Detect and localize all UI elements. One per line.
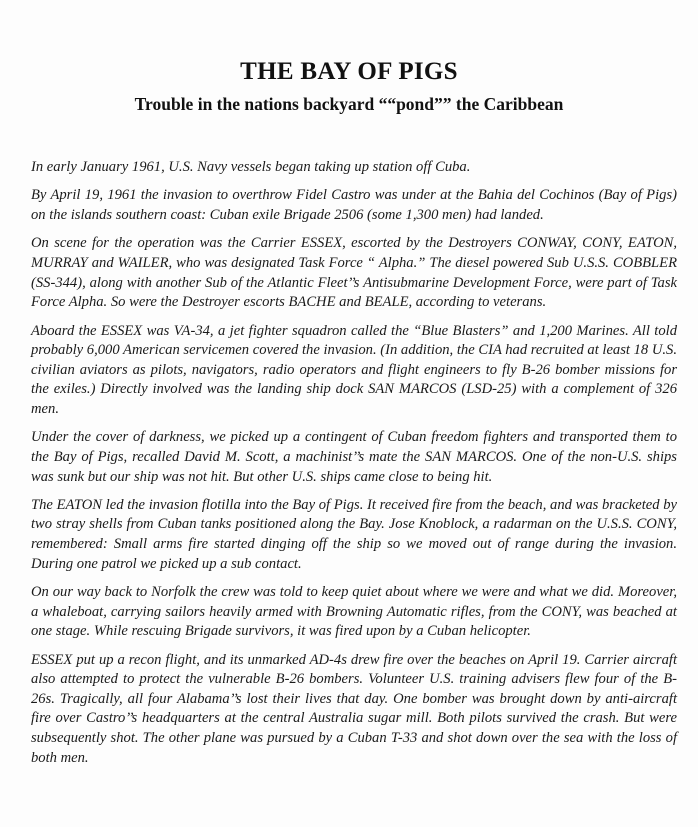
paragraph-5: Under the cover of darkness, we picked up a contingent of Cuban freedom fighters and transported them to the Bay of Pigs, recalled David M. Scott, a machinist’’s mate the SAN MARCOS. One of the non-U.S. ships was sunk but our ship was not hit. But other U.S. ships came close to being hit. xyxy=(31,429,677,485)
page-title: THE BAY OF PIGS xyxy=(240,58,458,85)
paragraph-2: By April 19, 1961 the invasion to overthrow Fidel Castro was under at the Bahia del Cochinos (Bay of Pigs) on the islands southern coast: Cuban exile Brigade 2506 (some 1,300 men) had landed. xyxy=(31,187,677,223)
paragraph-1: In early January 1961, U.S. Navy vessels began taking up station off Cuba. xyxy=(31,159,471,175)
article-body xyxy=(31,158,677,777)
paragraph-3: On scene for the operation was the Carrier ESSEX, escorted by the Destroyers CONWAY, CONY, EATON, MURRAY and WAILER, who was designated Task Force “ Alpha.” The diesel powered Sub U.S.S. COBBLER (SS-344), along with another Sub of the Atlantic Fleet’’s Antisubmarine Development Force, were part of Task Force Alpha. So were the Destroyer escorts BACHE and BEALE, according to veterans. xyxy=(31,235,677,311)
page-subtitle: Trouble in the nations backyard ““pond”” the Caribbean xyxy=(134,94,564,114)
paragraph-6: The EATON led the invasion flotilla into the Bay of Pigs. It received fire from the beach, and was bracketed by two stray shells from Cuban tanks positioned along the Bay. Jose Knoblock, a radarman on the U.S.S. CONY, remembered: Small arms fire started dinging off the ship so we moved out of range during the invasion. During one patrol we picked up a sub contact. xyxy=(31,496,677,572)
paragraph-7: On our way back to Norfolk the crew was told to keep quiet about where we were and what we did. Moreover, a whaleboat, carrying sailors heavily armed with Browning Automatic rifles, from the CONY, was beached at one stage. While rescuing Brigade survivors, it was fired upon by a Cuban helicopter. xyxy=(31,584,677,640)
paragraph-4: Aboard the ESSEX was VA-34, a jet fighter squadron called the “Blue Blasters” and 1,200 Marines. All told probably 6,000 American servicemen covered the invasion. (In addition, the CIA had recruited at least 18 U.S. civilian aviators as pilots, navigators, radio operators and flight engineers to fly B-26 bomber missions for the exiles.) Directly involved was the landing ship dock SAN MARCOS (LSD-25) with a complement of 326 men. xyxy=(31,322,677,417)
paragraph-8: ESSEX put up a recon flight, and its unmarked AD-4s drew fire over the beaches on April 19. Carrier aircraft also attempted to protect the vulnerable B-26 bombers. Volunteer U.S. training advisers flew four of the B-26s. Tragically, all four Alabama’’s lost their lives that day. One bomber was brought down by anti-aircraft fire over Castro’’s headquarters at the central Australia sugar mill. Both pilots survived the crash. But were subsequently shot. The other plane was pursued by a Cuban T-33 and shot down over the sea with the loss of both men. xyxy=(31,651,677,766)
